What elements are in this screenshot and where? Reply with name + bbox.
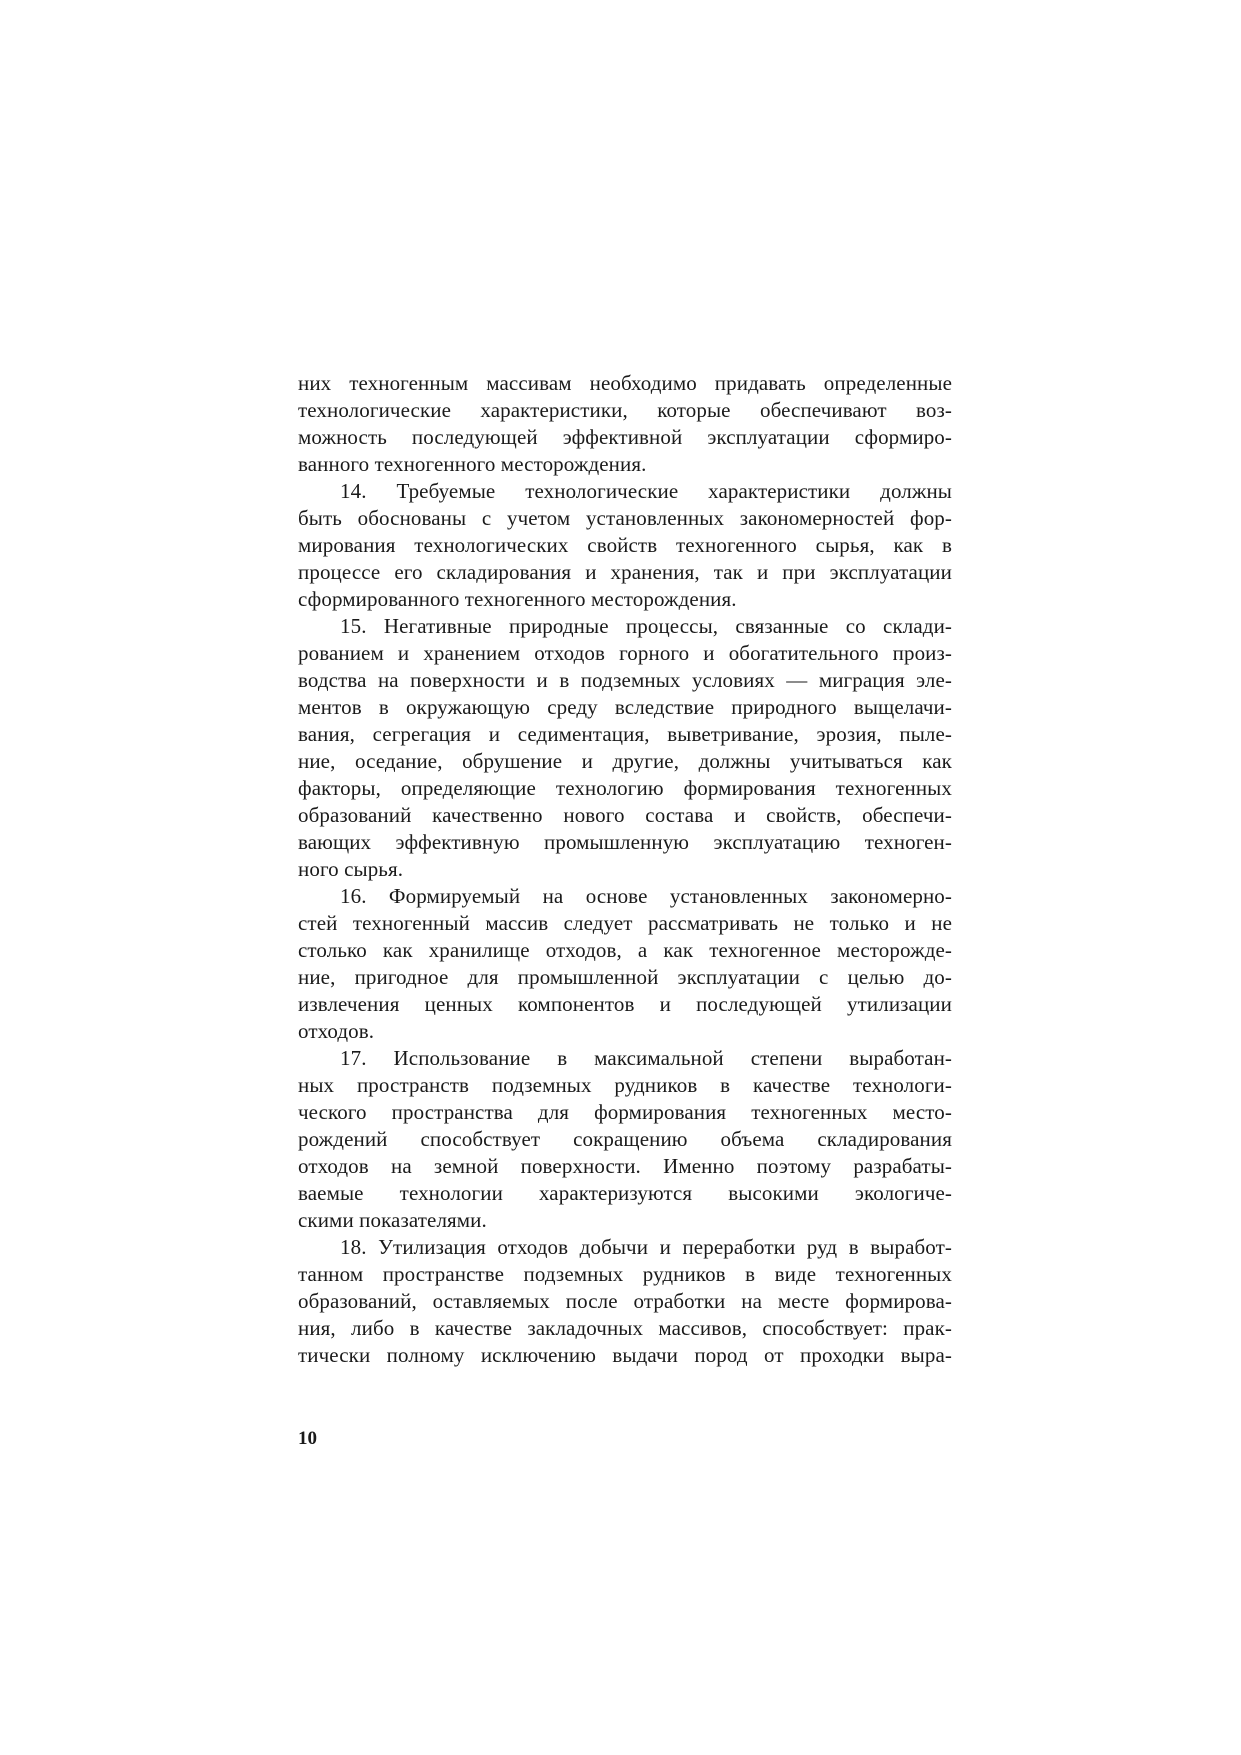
text-line: отходов. [298,1019,375,1043]
text-line: вающих эффективную промышленную эксплуатацию техноген- [298,830,952,854]
text-line: технологические характеристики, которые обеспечивают воз- [298,398,952,422]
text-line: рованием и хранением отходов горного и обогатительного произ- [298,641,952,665]
text-line: них техногенным массивам необходимо придавать определенные [298,371,952,395]
text-line: 14. Требуемые технологические характеристики должны [340,479,952,503]
text-line: ния, либо в качестве закладочных массивов, способствует: прак- [298,1316,952,1340]
text-line: ваемые технологии характеризуются высокими экологиче- [298,1181,952,1205]
text-line: рождений способствует сокращению объема складирования [298,1127,952,1151]
text-line: можность последующей эффективной эксплуатации сформиро- [298,425,952,449]
text-line: ние, пригодное для промышленной эксплуатации с целью до- [298,965,952,989]
text-line: ных пространств подземных рудников в качестве технологи- [298,1073,952,1097]
text-line: ванного техногенного месторождения. [298,452,647,476]
text-line: вания, сегрегация и седиментация, выветривание, эрозия, пыле- [298,722,952,746]
text-line: факторы, определяющие технологию формирования техногенных [298,776,952,800]
text-line: танном пространстве подземных рудников в виде техногенных [298,1262,952,1286]
text-line: тически полному исключению выдачи пород от проходки выра- [298,1343,952,1367]
text-line: 18. Утилизация отходов добычи и переработки руд в выработ- [340,1235,952,1259]
paragraph-15 [298,613,952,883]
page-number: 10 [298,1428,317,1449]
paragraph-18 [298,1234,952,1369]
text-line: ного сырья. [298,857,404,881]
text-line: процессе его складирования и хранения, так и при эксплуатации [298,560,952,584]
text-line: 16. Формируемый на основе установленных закономерно- [340,884,952,908]
text-line: сформированного техногенного месторождения. [298,587,737,611]
paragraph-14 [298,478,952,613]
paragraph-continuation [298,370,952,478]
text-line: 15. Негативные природные процессы, связанные со склади- [340,614,952,638]
text-line: стей техногенный массив следует рассматривать не только и не [298,911,952,935]
text-line: образований качественно нового состава и свойств, обеспечи- [298,803,952,827]
paragraph-16 [298,883,952,1045]
paragraph-17 [298,1045,952,1234]
page-body-text [298,370,952,1369]
text-line: ческого пространства для формирования техногенных место- [298,1100,952,1124]
text-line: образований, оставляемых после отработки на месте формирова- [298,1289,952,1313]
text-line: скими показателями. [298,1208,487,1232]
text-line: мирования технологических свойств техногенного сырья, как в [298,533,952,557]
text-line: столько как хранилище отходов, а как техногенное месторожде- [298,938,952,962]
text-line: ментов в окружающую среду вследствие природного выщелачи- [298,695,952,719]
text-line: ние, оседание, обрушение и другие, должны учитываться как [298,749,952,773]
text-line: отходов на земной поверхности. Именно поэтому разрабаты- [298,1154,952,1178]
text-line: быть обоснованы с учетом установленных закономерностей фор- [298,506,952,530]
text-line: водства на поверхности и в подземных условиях — миграция эле- [298,668,952,692]
text-line: 17. Использование в максимальной степени выработан- [340,1046,952,1070]
text-line: извлечения ценных компонентов и последующей утилизации [298,992,952,1016]
